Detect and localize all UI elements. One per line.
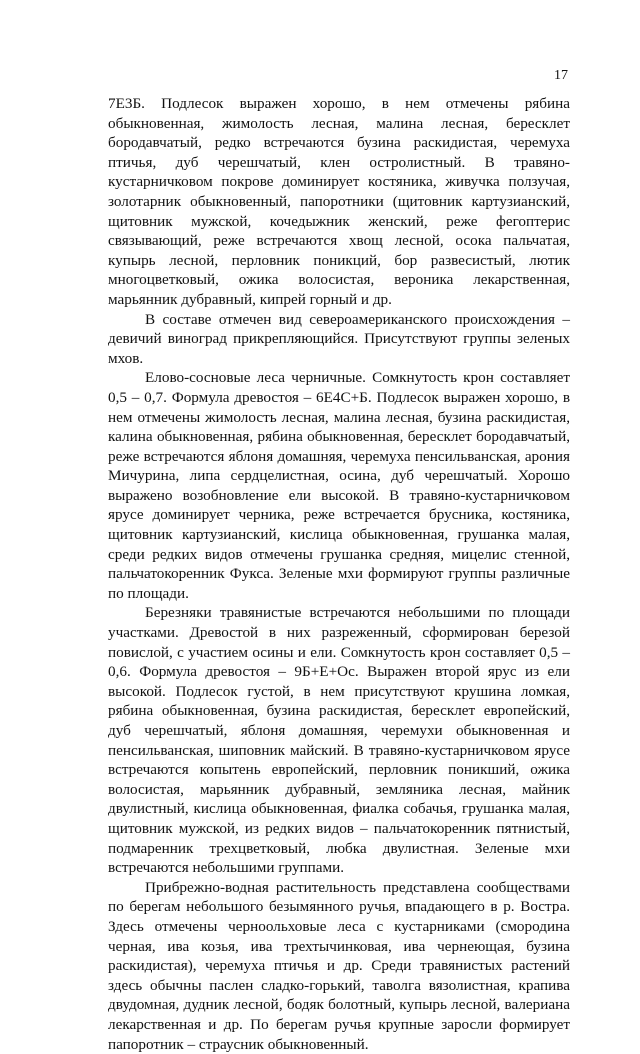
body-text (108, 94, 570, 1054)
paragraph: В составе отмечен вид североамериканского происхождения – девичий виноград прикрепляющийся. Присутствуют группы зеленых мхов. (108, 310, 570, 367)
paragraph: Прибрежно-водная растительность представлена сообществами по берегам небольшого безымянного ручья, впадающего в р. Востра. Здесь отмечены черноольховые леса с кустарниками (смородина черная, ива козья, ива трехтычинковая, ива чернеющая, бузина раскидистая), черемуха птичья и др. Среди травянистых растений здесь обычны паслен сладко-горький, таволга вязолистная, крапива двудомная, дудник лесной, бодяк болотный, купырь лесной, валериана лекарственная и др. По берегам ручья крупные заросли формирует папоротник – страусник обыкновенный. (108, 878, 570, 1053)
paragraph: 7Е3Б. Подлесок выражен хорошо, в нем отмечены рябина обыкновенная, жимолость лесная, малина лесная, бересклет бородавчатый, редко встречаются бузина раскидистая, черемуха птичья, дуб черешчатый, клен остролистный. В травяно-кустарничковом покрове доминирует костяника, живучка ползучая, золотарник обыкновенный, папоротники (щитовник картузианский, щитовник мужской, кочедыжник женский, реже фегоптерис связывающий, реже встречаются хвощ лесной, осока пальчатая, купырь лесной, перловник поникций, бор развесистый, лютик многоцветковый, ожика волосистая, вероника лекарственная, марьянник дубравный, кипрей горный и др. (108, 95, 570, 308)
paragraph: Елово-сосновые леса черничные. Сомкнутость крон составляет 0,5 – 0,7. Формула древостоя – 6Е4С+Б. Подлесок выражен хорошо, в нем отмечены жимолость лесная, малина лесная, бузина раскидистая, калина обыкновенная, рябина обыкновенная, бересклет бородавчатый, реже встречаются яблоня домашняя, черемуха пенсильванская, арония Мичурина, липа сердцелистная, осина, дуб черешчатый. Хорошо выражено возобновление ели высокой. В травяно-кустарничковом ярусе доминирует черника, реже встречается брусника, костяника, щитовник картузианский, кислица обыкновенная, грушанка малая, среди редких видов отмечены грушанка средняя, мицелис стенной, пальчатокоренник Фукса. Зеленые мхи формируют группы различные по площади. (108, 369, 570, 602)
page-number: 17 (554, 68, 568, 83)
paragraph: Березняки травянистые встречаются небольшими по площади участками. Древостой в них разреженный, сформирован березой повислой, с участием осины и ели. Сомкнутость крон составляет 0,5 – 0,6. Формула древостоя – 9Б+Е+Ос. Выражен второй ярус из ели высокой. Подлесок густой, в нем присутствуют крушина ломкая, рябина обыкновенная, бузина раскидистая, бересклет европейский, дуб черешчатый, яблоня домашняя, черемухи обыкновенная и пенсильванская, шиповник майский. В травяно-кустарничковом ярусе встречаются копытень европейский, перловник поникший, ожика волосистая, марьянник дубравный, земляника лесная, майник двулистный, кислица обыкновенная, фиалка собачья, грушанка малая, щитовник мужской, из редких видов – пальчатокоренник пятнистый, подмаренник трехцветковый, любка двулистная. Зеленые мхи встречаются небольшими группами. (108, 604, 570, 877)
